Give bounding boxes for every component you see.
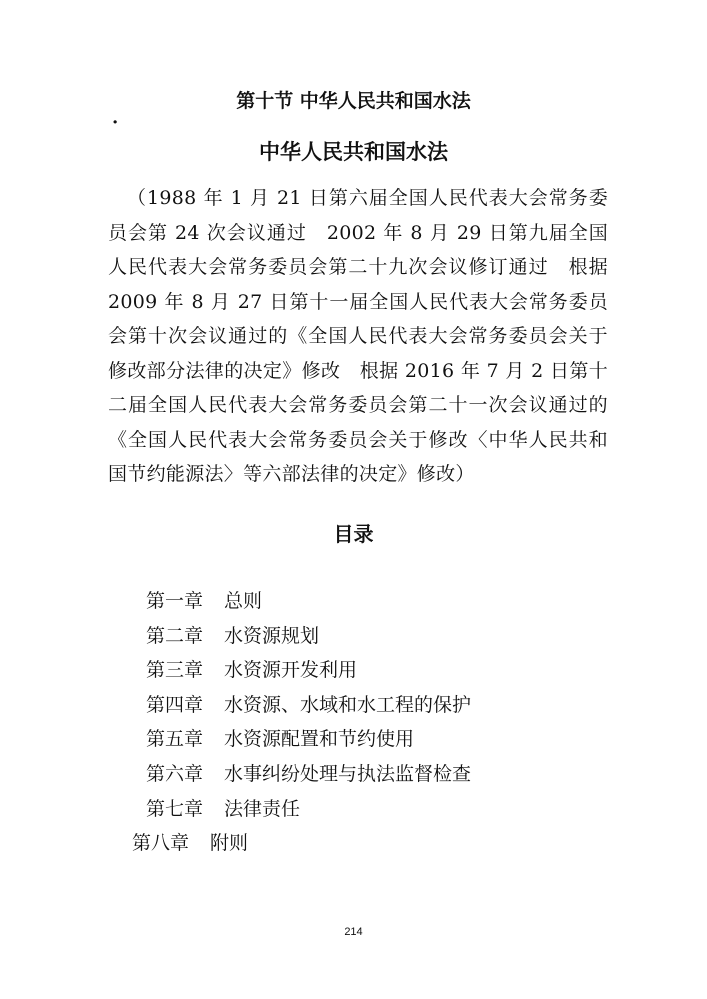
- toc-item-chapter-1: [146, 584, 471, 619]
- toc-chapter-number: 第七章: [146, 797, 204, 820]
- toc-item-chapter-6: [146, 757, 471, 792]
- toc-item-chapter-7: [146, 792, 471, 827]
- toc-chapter-number: 第四章: [146, 693, 204, 716]
- toc-item-chapter-2: [146, 619, 471, 654]
- law-title: 中华人民共和国水法: [259, 140, 448, 164]
- toc-chapter-number: 第六章: [146, 762, 204, 785]
- toc-chapter-title: 总则: [224, 590, 263, 612]
- toc-item-chapter-5: [146, 722, 471, 757]
- law-preface: （1988 年 1 月 21 日第六届全国人民代表大会常务委员会第 24 次会议通过 2002 年 8 月 29 日第九届全国人民代表大会常务委员会第二十九次会议修订通过 根据 2009 年 8 月 27 日第十一届全国人民代表大会常务委员会第十次会议通过的《全国人民代表大会常务委员会关于修改部分法律的决定》修改 根据 2016 年 7 月 2 日第十二届全国人民代表大会常务委员会第二十一次会议通过的《全国人民代表大会常务委员会关于修改〈中华人民共和国节约能源法〉等六部法律的决定》修改）: [108, 187, 608, 485]
- toc-chapter-title: 水事纠纷处理与执法监督检查: [224, 762, 472, 785]
- toc-item-chapter-3: [146, 653, 471, 688]
- toc-item-chapter-8: [132, 826, 471, 861]
- toc-chapter-title: 水资源规划: [224, 624, 320, 647]
- toc-item-chapter-4: [146, 688, 471, 723]
- bullet-mark: ·: [112, 112, 119, 133]
- toc-chapter-title: 附则: [210, 832, 249, 855]
- toc-chapter-number: 第一章: [146, 590, 204, 612]
- toc-chapter-title: 水资源、水域和水工程的保护: [224, 693, 472, 716]
- toc-chapter-title: 水资源开发利用: [224, 659, 358, 682]
- toc-chapter-title: 水资源配置和节约使用: [224, 728, 415, 751]
- toc-chapter-number: 第二章: [146, 624, 204, 647]
- page-number: 214: [344, 926, 363, 938]
- section-title: 第十节 中华人民共和国水法: [236, 90, 471, 112]
- toc-chapter-title: 法律责任: [224, 797, 301, 820]
- toc-chapter-number: 第三章: [146, 659, 204, 682]
- table-of-contents: [132, 584, 472, 861]
- toc-title: 目录: [333, 522, 374, 546]
- toc-chapter-number: 第五章: [146, 728, 204, 751]
- toc-chapter-number: 第八章: [132, 832, 190, 855]
